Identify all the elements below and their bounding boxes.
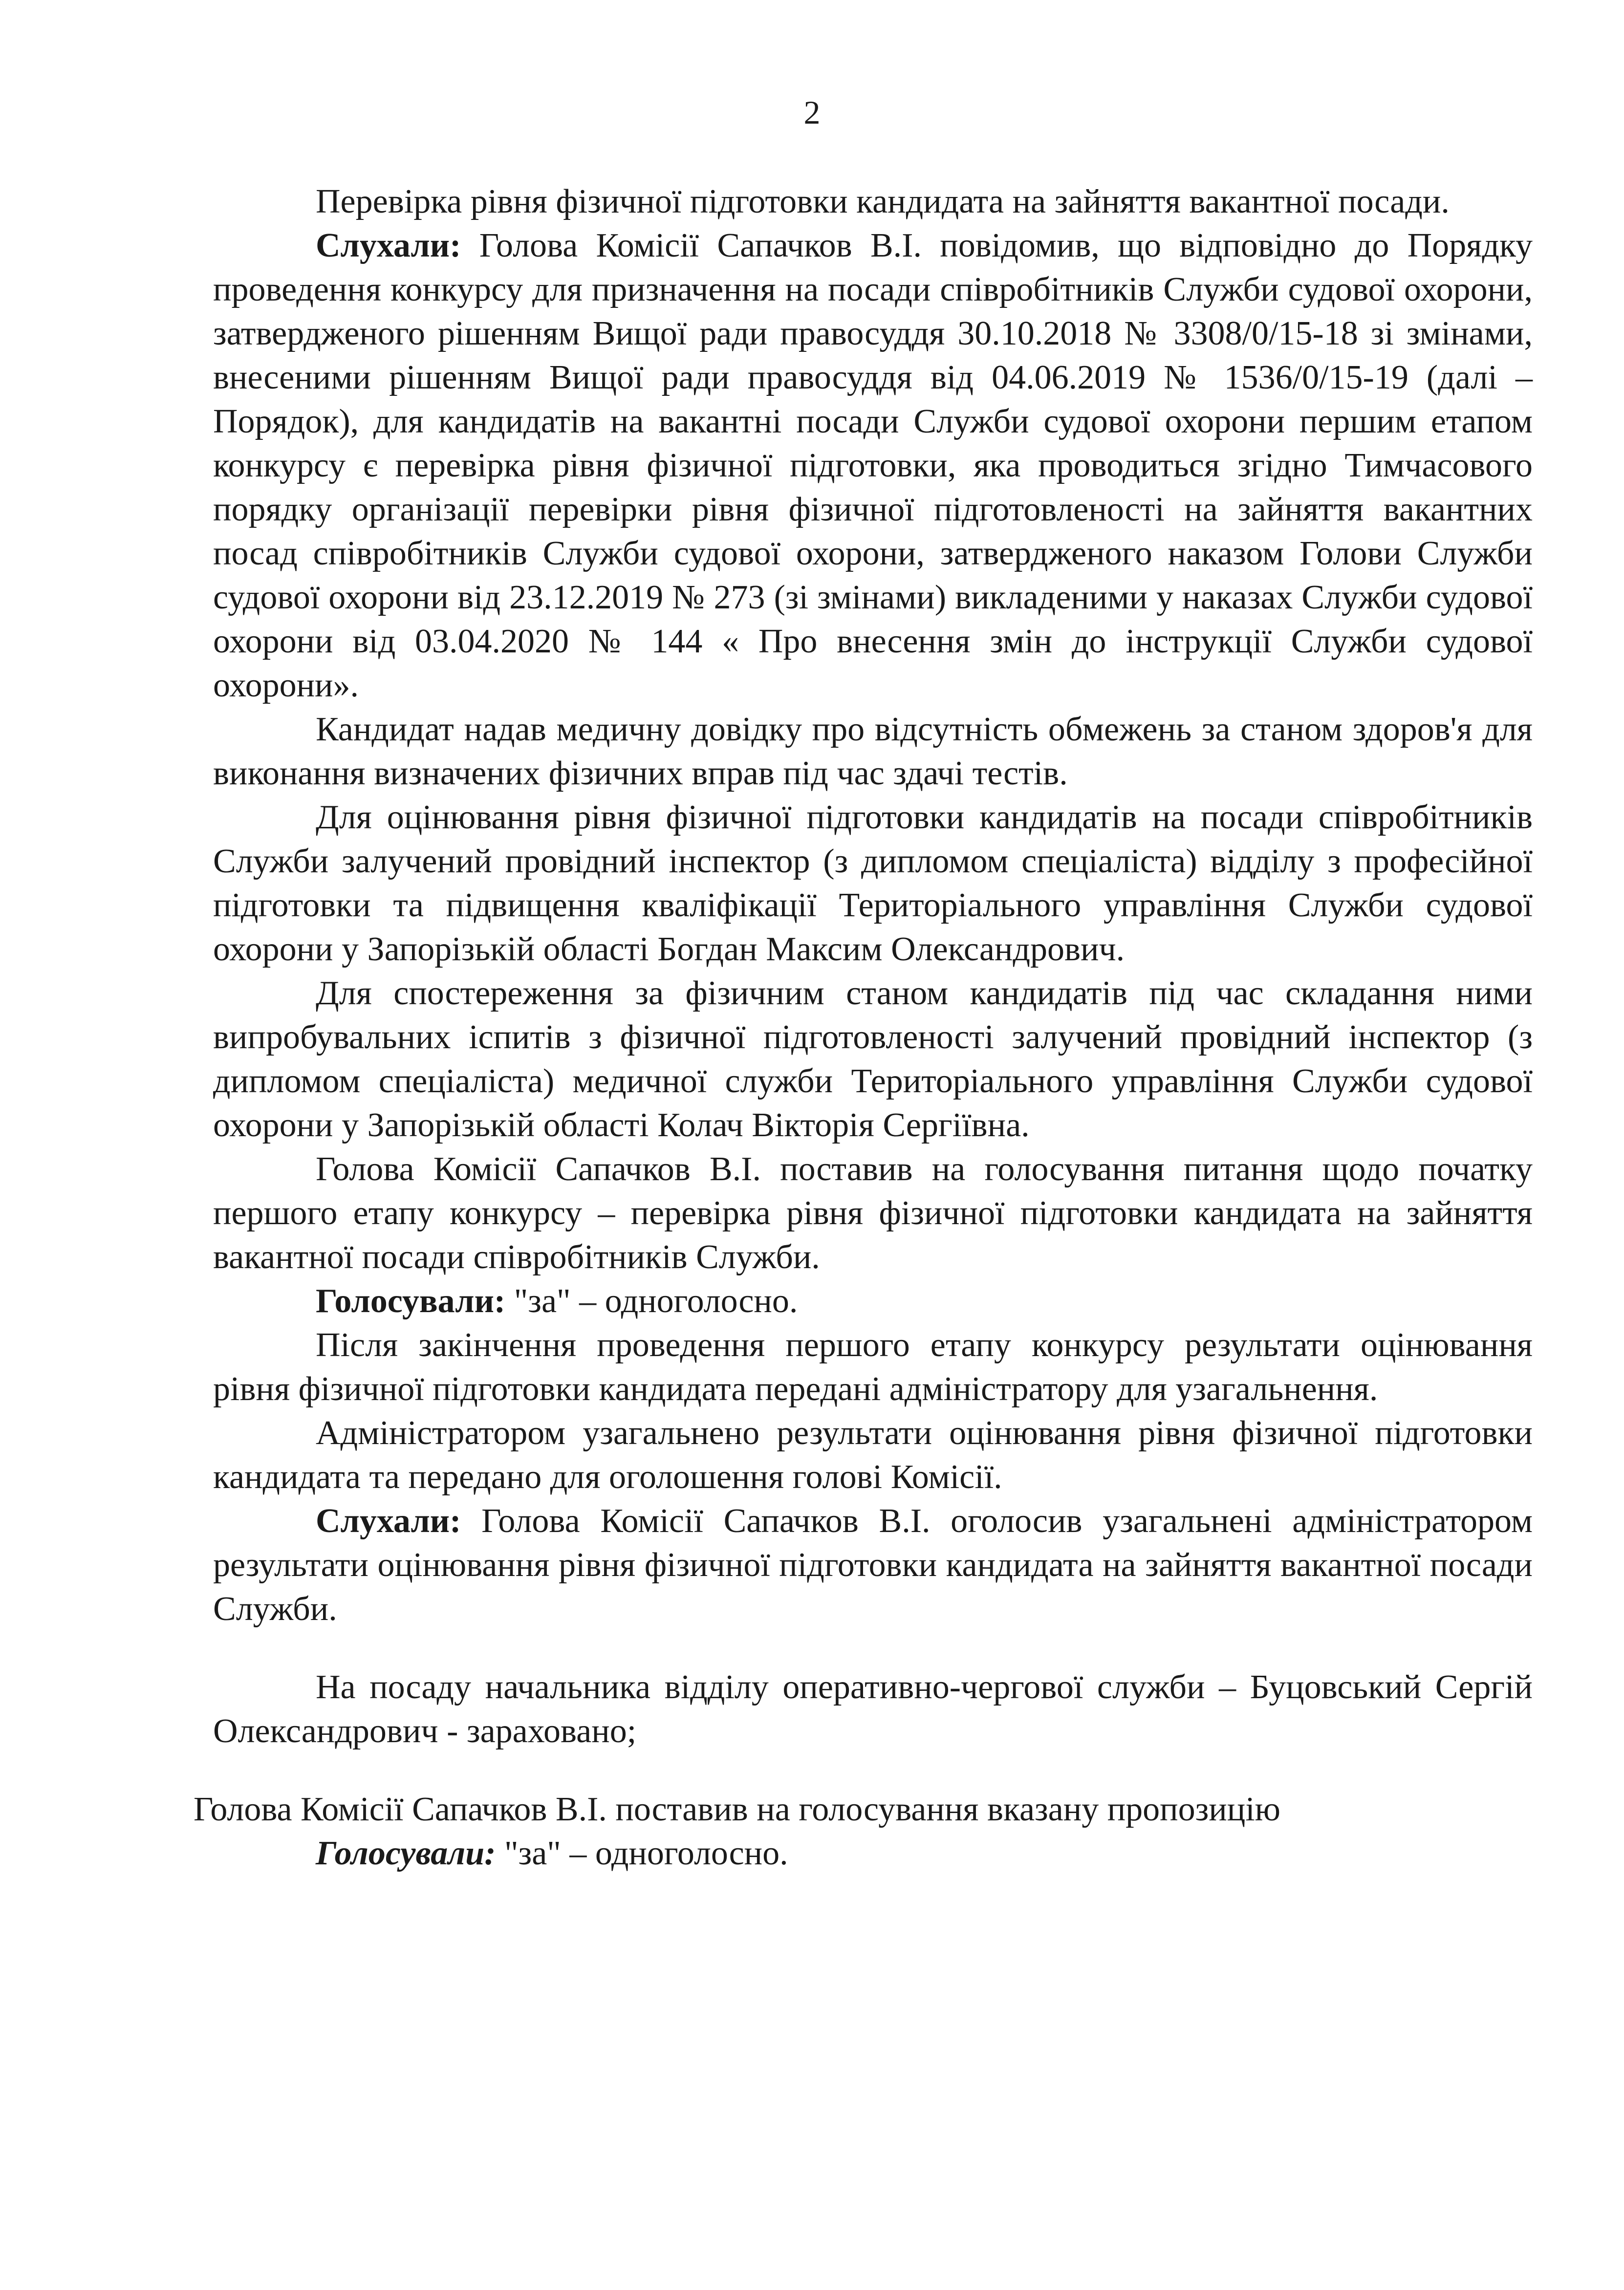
page-number: 2 bbox=[803, 94, 821, 131]
paragraph-voted-final bbox=[213, 1832, 1533, 1876]
paragraph-enrollment: На посаду начальника відділу оперативно-чергової служби – Буцовський Сергій Олександрович - зараховано; bbox=[213, 1668, 1533, 1750]
paragraph-vote-on-proposal: Голова Комісії Сапачков В.І. поставив на голосування вказану пропозицію bbox=[194, 1791, 1280, 1828]
heard-text-2: Голова Комісії Сапачков В.І. оголосив узагальнені адміністратором результати оцінювання рівня фізичної підготовки кандидата на зайняття вакантної посади Служби. bbox=[213, 1502, 1533, 1628]
paragraph-results-passed: Після закінчення проведення першого етапу конкурсу результати оцінювання рівня фізичної підготовки кандидата передані адміністратору для узагальнення. bbox=[213, 1326, 1533, 1408]
paragraph-voted bbox=[213, 1279, 1533, 1323]
paragraph-results-summarized: Адміністратором узагальнено результати оцінювання рівня фізичної підготовки кандидата та передано для оголошення голові Комісії. bbox=[213, 1414, 1533, 1496]
voted-text: "за" – одноголосно. bbox=[505, 1282, 798, 1320]
paragraph-check-physical-training: Перевірка рівня фізичної підготовки кандидата на зайняття вакантної посади. bbox=[316, 183, 1450, 220]
voted-text-2: "за" – одноголосно. bbox=[496, 1835, 788, 1872]
paragraph-medical-certificate: Кандидат надав медичну довідку про відсутність обмежень за станом здоров'я для виконання визначених фізичних вправ під час здачі тестів. bbox=[213, 711, 1533, 792]
paragraph-heard-procedure bbox=[213, 224, 1533, 708]
paragraph-heard-results bbox=[213, 1499, 1533, 1631]
heard-label: Слухали: bbox=[316, 227, 461, 264]
heard-text: Голова Комісії Сапачков В.І. повідомив, що відповідно до Порядку проведення конкурсу для призначення на посади співробітників Служби судової охорони, затвердженого рішенням Вищої ради правосуддя 30.10.2018 № 3308/0/15-18 зі змінами, внесеними рішенням Вищої ради правосуддя від 04.06.2019 № 1536/0/15-19 (далі – Порядок), для кандидатів на вакантні посади Служби судової охорони першим етапом конкурсу є перевірка рівня фізичної підготовки, яка проводиться згідно Тимчасового порядку організації перевірки рівня фізичної підготовленості на зайняття вакантних посад співробітників Служби судової охорони, затвердженого наказом Голови Служби судової охорони від 23.12.2019 № 273 (зі змінами) викладеними у наказах Служби судової охорони від 03.04.2020 № 144 « Про внесення змін до інструкції Служби судової охорони». bbox=[213, 227, 1533, 704]
voted-label-2: Голосували: bbox=[316, 1835, 496, 1872]
paragraph-medical-observer: Для спостереження за фізичним станом кандидатів під час складання ними випробувальних іспитів з фізичної підготовленості залучений провідний інспектор (з дипломом спеціаліста) медичної служби Територіального управління Служби судової охорони у Запорізькій області Колач Вікторія Сергіївна. bbox=[213, 974, 1533, 1144]
document-body bbox=[194, 180, 1533, 1876]
paragraph-vote-proposal: Голова Комісії Сапачков В.І. поставив на голосування питання щодо початку першого етапу конкурсу – перевірка рівня фізичної підготовки кандидата на зайняття вакантної посади співробітників Служби. bbox=[213, 1150, 1533, 1276]
heard-label-2: Слухали: bbox=[316, 1502, 461, 1540]
voted-label: Голосували: bbox=[316, 1282, 506, 1320]
paragraph-evaluator: Для оцінювання рівня фізичної підготовки кандидатів на посади співробітників Служби залучений провідний інспектор (з дипломом спеціаліста) відділу з професійної підготовки та підвищення кваліфікації Територіального управління Служби судової охорони у Запорізькій області Богдан Максим Олександрович. bbox=[213, 799, 1533, 968]
